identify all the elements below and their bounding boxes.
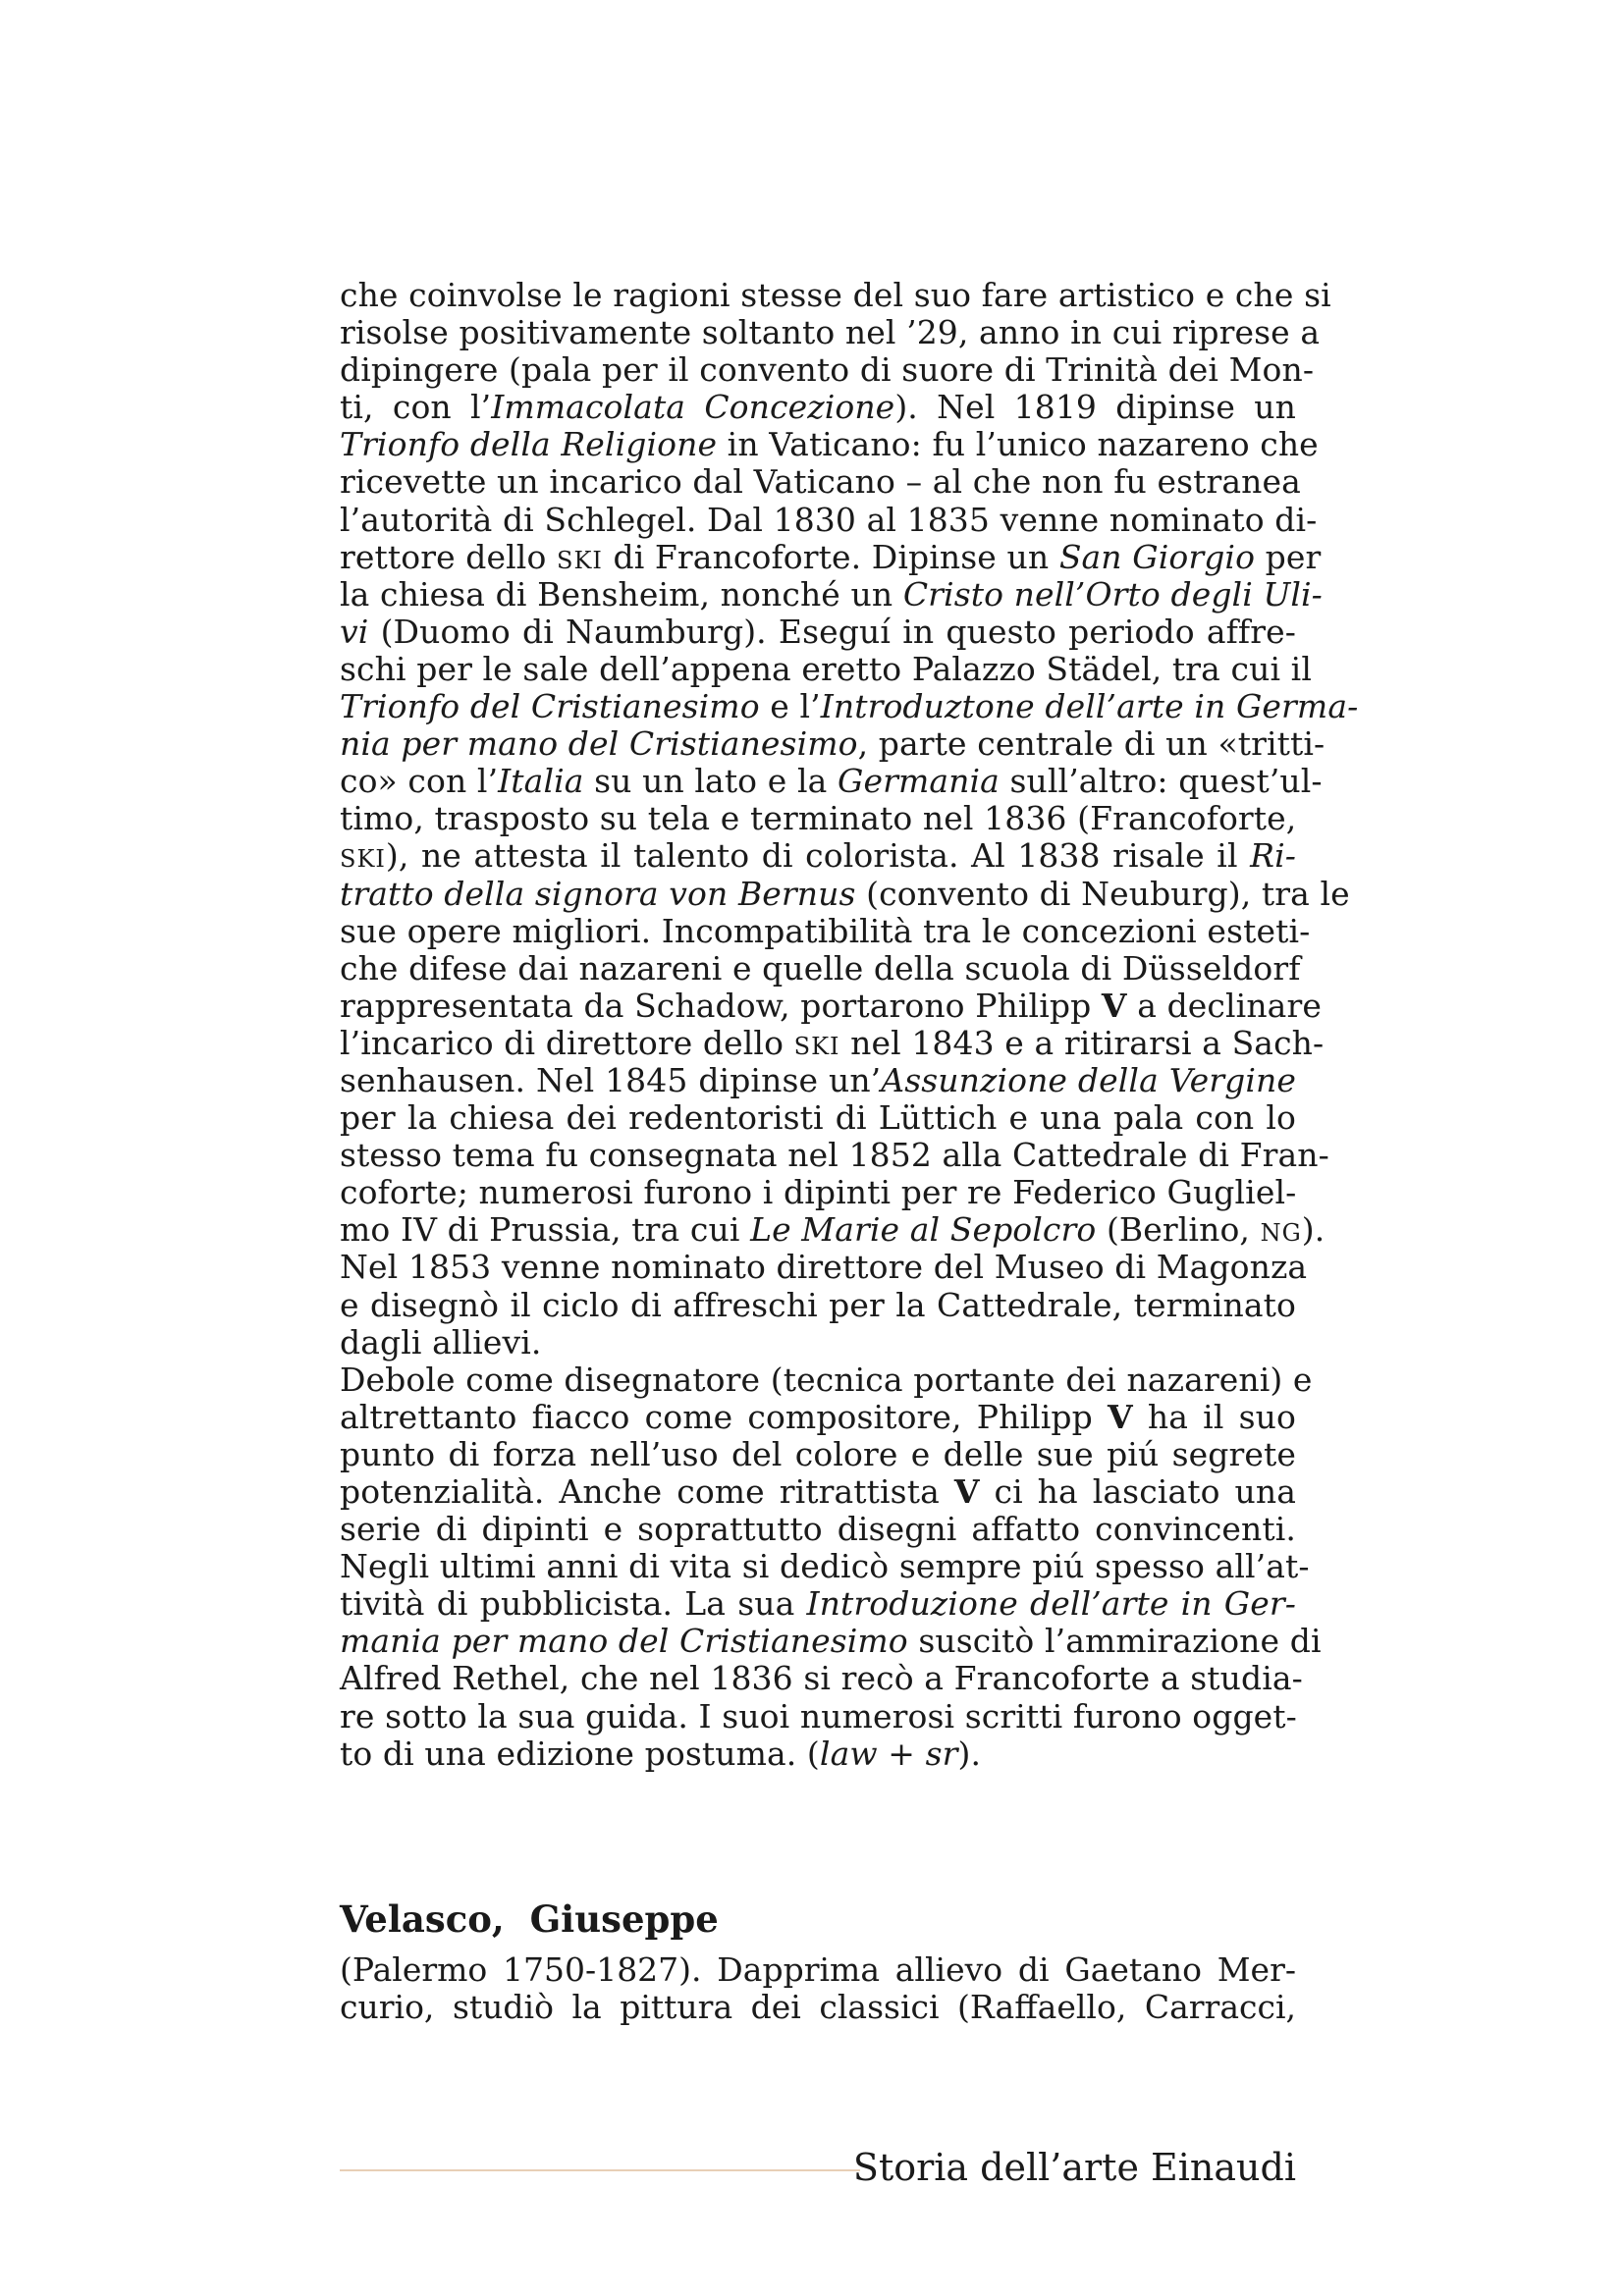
footer-rule	[340, 2169, 860, 2171]
work-title: Trionfo del Cristianesimo	[340, 687, 760, 726]
abbreviation: SKI	[557, 546, 603, 574]
text-line: mo IV di Prussia, tra cui Le Marie al Sepolcro (Berlino, NG).	[340, 1210, 1325, 1250]
text-line: potenzialità. Anche come ritrattista V ci ha lasciato una	[340, 1472, 1296, 1511]
work-title: nia per mano del Cristianesimo	[340, 724, 858, 764]
text-line: curio, studiò la pittura dei classici (Raffaello, Carracci,	[340, 1988, 1296, 2027]
text-line: punto di forza nell’uso del colore e delle sue piú segrete	[340, 1434, 1296, 1473]
work-title: Germania	[837, 762, 1000, 801]
work-title: Introduzione dell’arte in Ger-	[806, 1584, 1296, 1624]
text-line: dagli allievi.	[340, 1322, 542, 1362]
text-line: sue opere migliori. Incompatibilità tra le concezioni esteti-	[340, 911, 1311, 950]
running-footer-title: Storia dell’arte Einaudi	[852, 2146, 1296, 2189]
text-line: co» con l’Italia su un lato e la Germania sull’altro: quest’ul-	[340, 762, 1323, 801]
text-line: l’autorità di Schlegel. Dal 1830 al 1835 venne nominato di-	[340, 500, 1318, 539]
text-line: serie di dipinti e soprattutto disegni affatto convincenti.	[340, 1510, 1296, 1549]
text-line: Nel 1853 venne nominato direttore del Museo di Magonza	[340, 1248, 1308, 1287]
text-line: tratto della signora von Bernus (convento di Neuburg), tra le	[340, 874, 1350, 913]
work-title: Cristo nell’Orto degli Uli-	[902, 574, 1323, 614]
work-title: Trionfo della Religione	[340, 425, 718, 464]
text-line: dipingere (pala per il convento di suore di Trinità dei Mon-	[340, 350, 1315, 390]
text-line: stesso tema fu consegnata nel 1852 alla Cattedrale di Fran-	[340, 1136, 1329, 1175]
work-title: Assunzione della Vergine	[881, 1060, 1296, 1099]
work-title: Italia	[498, 762, 584, 801]
text-line: altrettanto fiacco come compositore, Philipp V ha il suo	[340, 1397, 1296, 1436]
work-title: mania per mano del Cristianesimo	[340, 1622, 908, 1661]
text-line: ricevette un incarico dal Vaticano – al che non fu estranea	[340, 462, 1301, 502]
text-line: tività di pubblicista. La sua Introduzione dell’arte in Ger-	[340, 1584, 1296, 1624]
entry-body	[340, 1951, 1296, 2026]
text-line: schi per le sale dell’appena eretto Palazzo Städel, tra cui il	[340, 649, 1312, 688]
work-title: Le Marie al Sepolcro	[750, 1210, 1097, 1250]
text-line: (Palermo 1750-1827). Dapprima allievo di Gaetano Mer-	[340, 1950, 1296, 1989]
text-line: la chiesa di Bensheim, nonché un Cristo nell’Orto degli Uli-	[340, 574, 1323, 614]
work-title: Ri-	[1250, 836, 1296, 876]
text-line: re sotto la sua guida. I suoi numerosi scritti furono ogget-	[340, 1696, 1297, 1735]
text-line: rappresentata da Schadow, portarono Philipp V a declinare	[340, 986, 1322, 1025]
text-line: Trionfo della Religione in Vaticano: fu l’unico nazareno che	[340, 425, 1319, 464]
text-line: mania per mano del Cristianesimo suscitò l’ammirazione di	[340, 1622, 1322, 1661]
article-body	[340, 276, 1359, 1773]
text-line: per la chiesa dei redentoristi di Lüttich e una pala con lo	[340, 1098, 1296, 1138]
author-initial: V	[1108, 1397, 1133, 1436]
text-line: Debole come disegnatore (tecnica portante dei nazareni) e	[340, 1360, 1313, 1399]
text-line: coforte; numerosi furono i dipinti per re Federico Gugliel-	[340, 1173, 1297, 1212]
work-title: tratto della signora von Bernus	[340, 874, 856, 913]
text-line: Trionfo del Cristianesimo e l’Introduztone dell’arte in Germa-	[340, 687, 1359, 726]
work-title: Introduztone dell’arte in Germa-	[820, 687, 1359, 726]
text-line: rettore dello SKI di Francoforte. Dipinse un San Giorgio per	[340, 537, 1322, 576]
work-title: Immacolata Concezione	[491, 388, 895, 427]
abbreviation: SKI	[793, 1032, 840, 1060]
text-line: l’incarico di direttore dello SKI nel 1843 e a ritirarsi a Sach-	[340, 1023, 1325, 1062]
entry-heading: Velasco, Giuseppe	[340, 1897, 719, 1941]
text-line: nia per mano del Cristianesimo, parte centrale di un «tritti-	[340, 724, 1325, 764]
text-line: SKI), ne attesta il talento di colorista. Al 1838 risale il Ri-	[340, 836, 1296, 876]
text-line: senhausen. Nel 1845 dipinse un’Assunzione della Vergine	[340, 1060, 1296, 1099]
text-line: timo, trasposto su tela e terminato nel 1836 (Francoforte,	[340, 799, 1297, 838]
text-line: e disegnò il ciclo di affreschi per la Cattedrale, terminato	[340, 1285, 1296, 1324]
text-line: che coinvolse le ragioni stesse del suo fare artistico e che si	[340, 276, 1331, 314]
abbreviation: SKI	[340, 845, 386, 874]
work-title: vi	[340, 612, 369, 651]
text-line: che difese dai nazareni e quelle della scuola di Düsseldorf	[340, 948, 1301, 988]
author-initial: V	[1101, 986, 1127, 1025]
text-line: Alfred Rethel, che nel 1836 si recò a Francoforte a studia-	[340, 1659, 1303, 1698]
text-line: ti, con l’Immacolata Concezione). Nel 1819 dipinse un	[340, 388, 1297, 427]
text-line: Negli ultimi anni di vita si dedicò sempre piú spesso all’at-	[340, 1547, 1310, 1586]
text-line: vi (Duomo di Naumburg). Eseguí in questo periodo affre-	[340, 612, 1296, 651]
author-sigla: law + sr	[819, 1734, 958, 1773]
author-initial: V	[953, 1472, 980, 1511]
text-line: to di una edizione postuma. (law + sr).	[340, 1734, 982, 1773]
abbreviation: NG	[1260, 1219, 1302, 1248]
text-line: risolse positivamente soltanto nel ’29, anno in cui riprese a	[340, 313, 1321, 352]
work-title: San Giorgio	[1058, 537, 1256, 576]
